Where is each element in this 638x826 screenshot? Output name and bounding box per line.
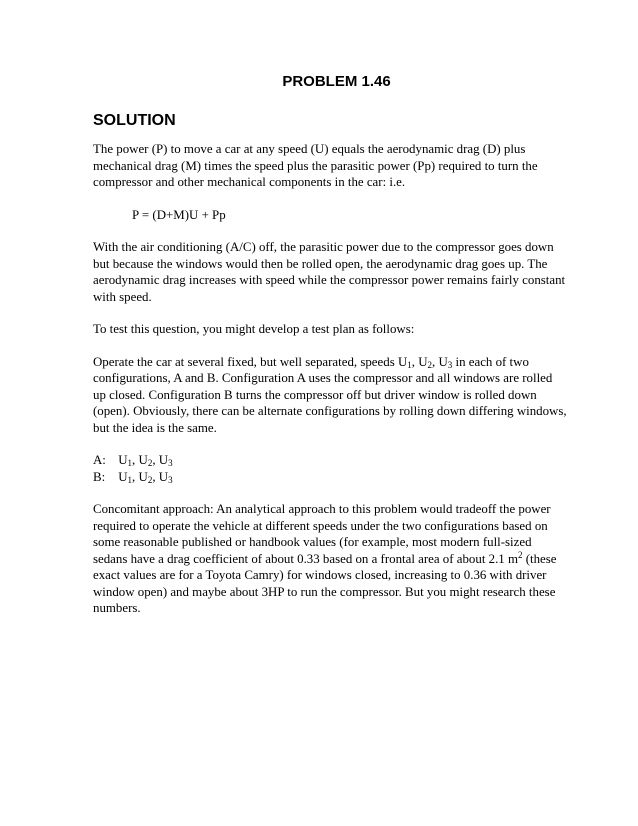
- solution-heading: SOLUTION: [93, 112, 176, 129]
- configuration-list: [93, 452, 568, 485]
- operate-text-start: Operate the car at several fixed, but well separated, speeds: [93, 354, 398, 369]
- speed-u2: $U_2$: [418, 354, 433, 370]
- intro-paragraph: The power (P) to move a car at any speed (U) equals the aerodynamic drag (D) plus mechanical drag (M) times the speed plus the parasitic power (Pp) required to turn the compressor and other mechanical components in the car: i.e.: [93, 142, 538, 189]
- problem-title: PROBLEM 1.46: [282, 73, 391, 90]
- configuration-b: B: $U_1$, $U_2$, $U_3$: [93, 469, 173, 485]
- speed-u1: $U_1$: [397, 354, 412, 370]
- operate-text-end: in each of two configurations, A and B. Configuration A uses the compressor and all windows are rolled up closed. Configuration B turns the compressor off but driver window is rolled down (open). Obviously, there can be alternate configurations by rolling down differing windows, but the idea is the same.: [93, 354, 567, 435]
- ac-paragraph: With the air conditioning (A/C) off, the parasitic power due to the compressor goes down but because the windows would then be rolled open, the aerodynamic drag goes up. The aerodynamic drag increases with speed while the compressor power remains fairly constant with speed.: [93, 240, 566, 304]
- operate-paragraph: Operate the car at several fixed, but well separated, speeds $U_1$, $U_2$, $U_3$ in each of two configurations, A and B. Configuration A uses the compressor and all windows are rolled up closed. Configuration B turns the compressor off but driver window is rolled down (open). Obviously, there can be alternate configurations by rolling down differing windows, but the idea is the same.: [93, 354, 567, 435]
- test-plan-intro: To test this question, you might develop a test plan as follows:: [93, 322, 415, 336]
- configuration-a: A: $U_1$, $U_2$, $U_3$: [93, 453, 173, 468]
- speed-u3: $U_3$: [438, 354, 453, 370]
- power-equation: P = (D+M)U + Pp: [132, 207, 226, 222]
- concomitant-paragraph: Concomitant approach: An analytical approach to this problem would tradeoff the power required to operate the vehicle at different speeds under the two configurations based on some reasonable published or handbook values (for example, most modern full-sized sedans have a drag coefficient of about 0.33 based on a frontal area of about 2.1 $m^2$ (these exact values are for a Toyota Camry) for windows closed, increasing to 0.36 with driver window open) and maybe about 3HP to run the compressor. But you might research these numbers.: [93, 502, 557, 615]
- document-page: [93, 72, 568, 617]
